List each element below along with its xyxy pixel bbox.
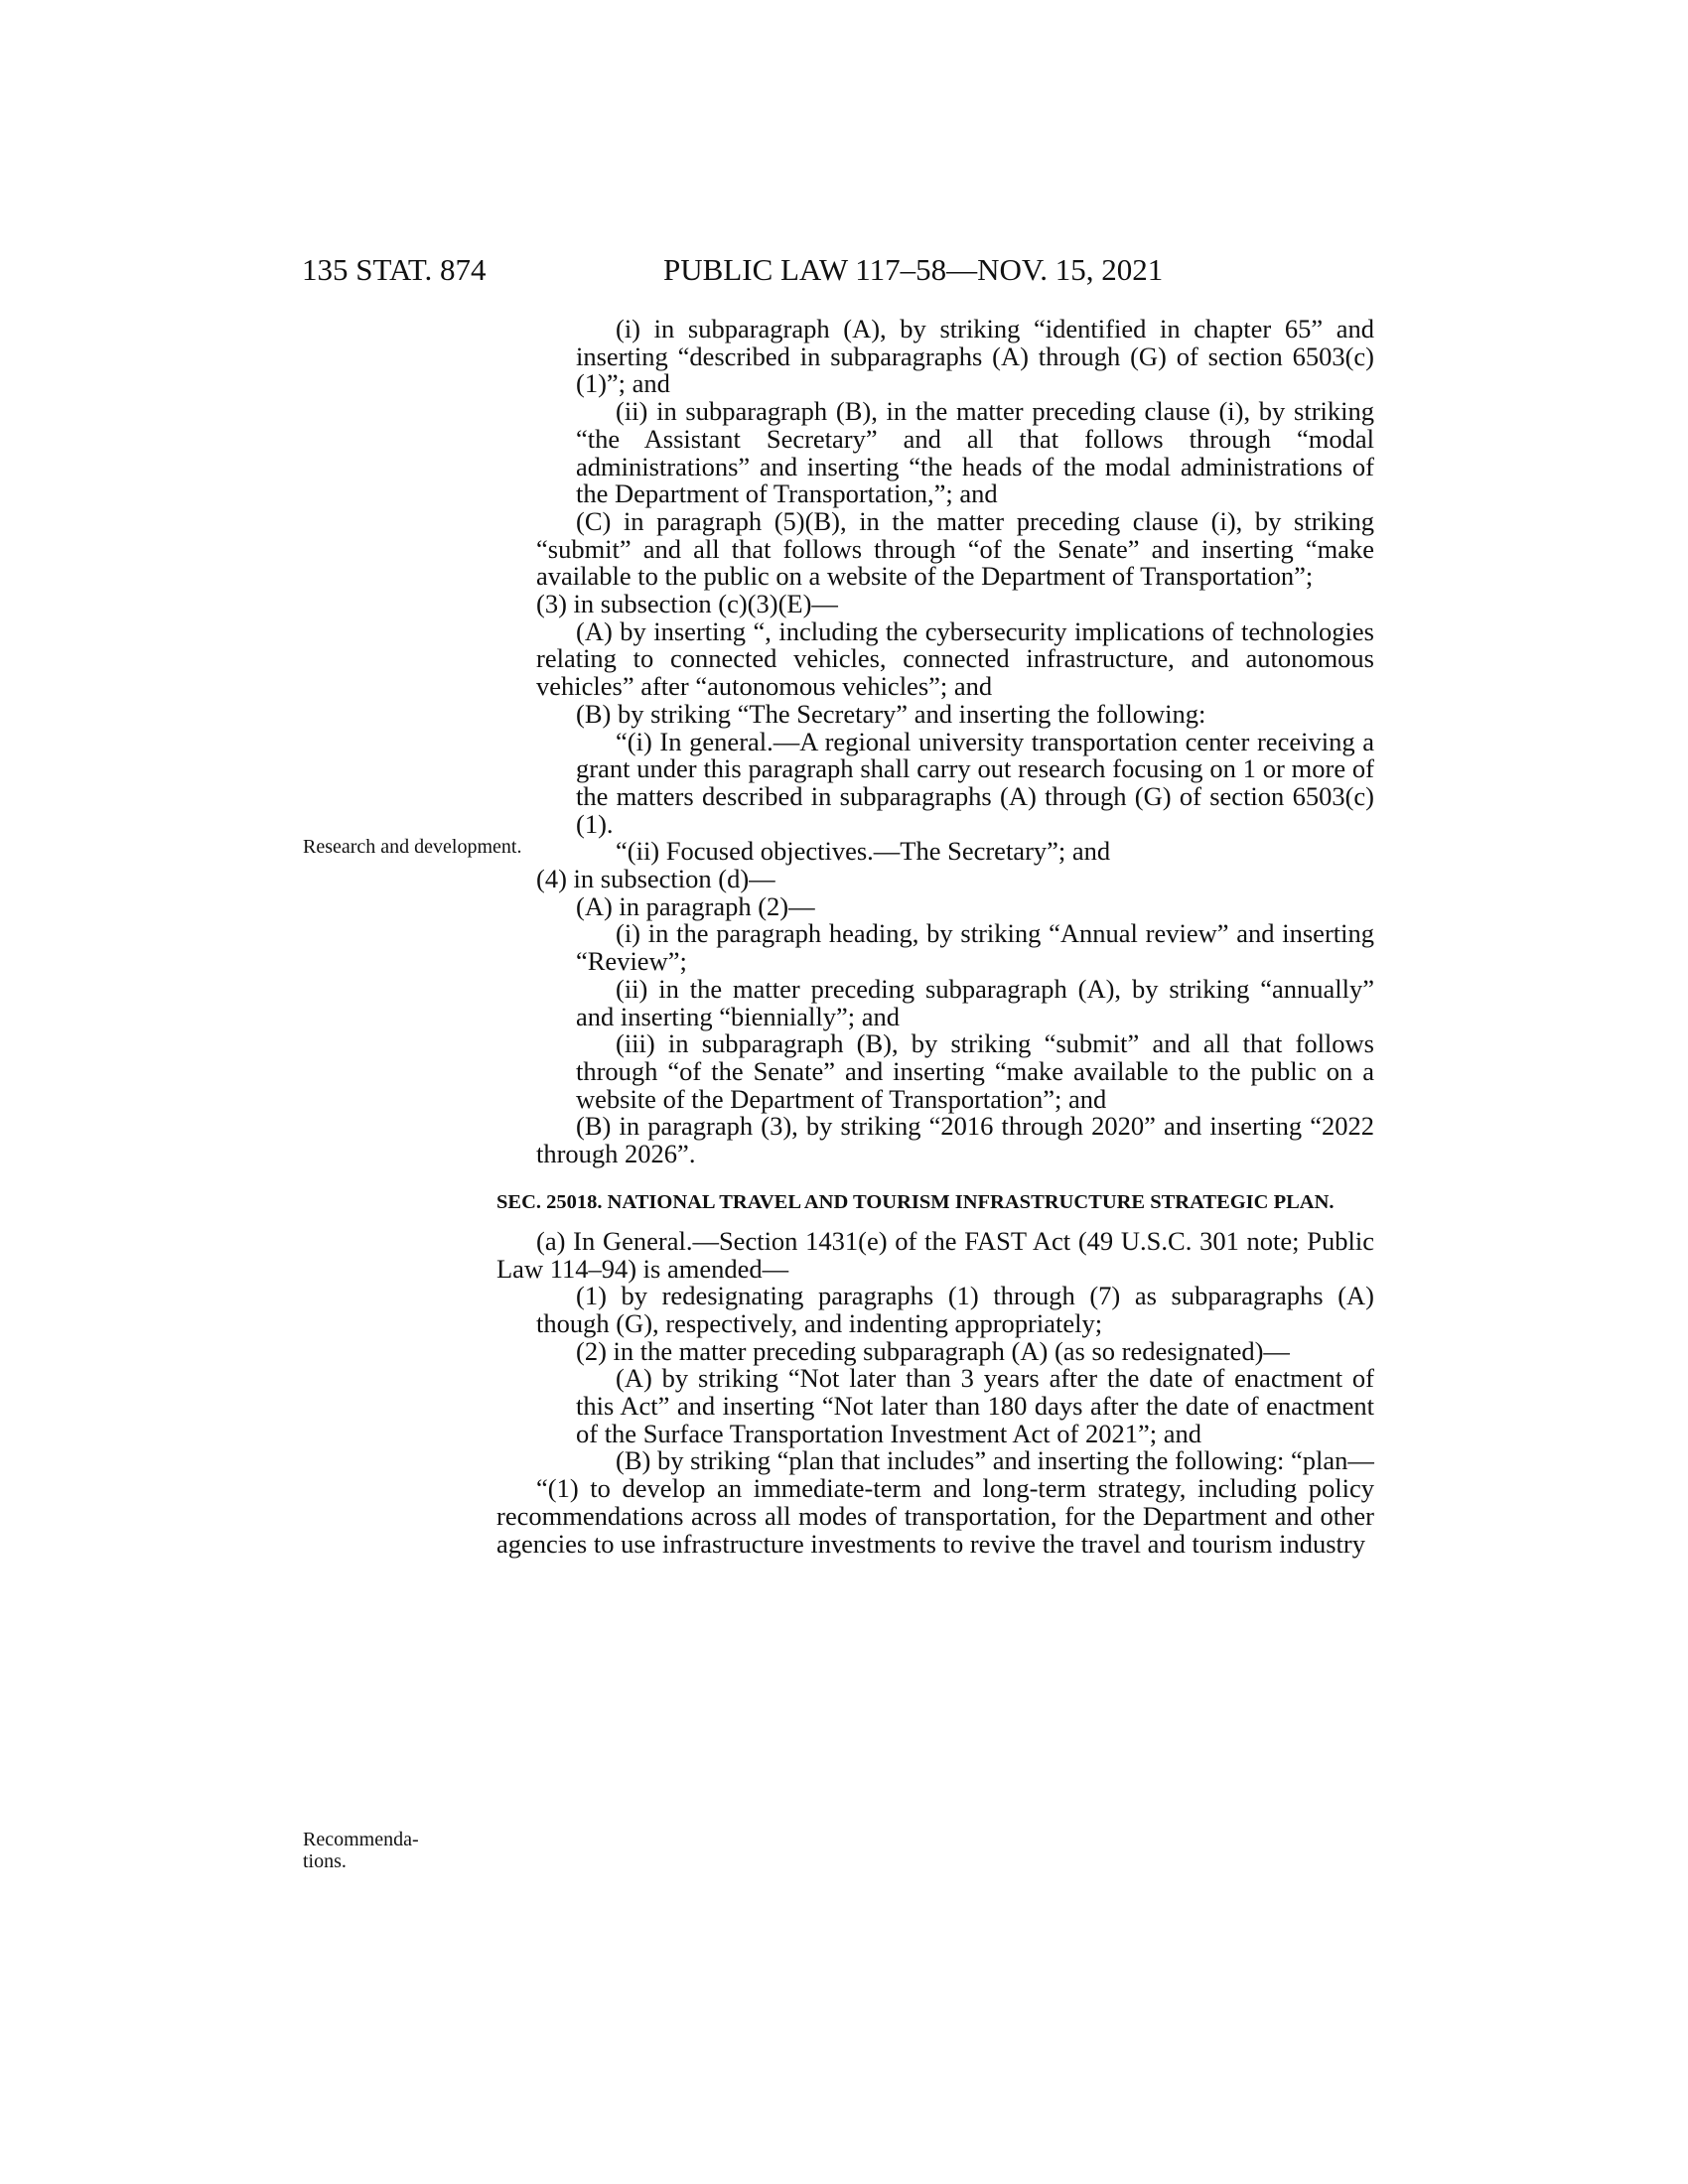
- margin-note-recommendations: [303, 1829, 442, 1872]
- paragraph: (2) in the matter preceding subparagraph (A) (as so redesignated)—: [576, 1335, 1290, 1366]
- margin-note-research: [303, 836, 521, 858]
- paragraph: (B) by striking “The Secretary” and inserting the following:: [576, 698, 1206, 729]
- paragraph: (B) in paragraph (3), by striking “2016 through 2020” and inserting “2022 through 2026”.: [536, 1111, 1374, 1169]
- section-heading: SEC. 25018. NATIONAL TRAVEL AND TOURISM INFRASTRUCTURE STRATEGIC PLAN.: [496, 1190, 1335, 1213]
- paragraph: (i) in subparagraph (A), by striking “identified in chapter 65” and inserting “described in subparagraphs (A) through (G) of section 6503(c)(1)”; and: [576, 314, 1374, 399]
- paragraph: (i) in the paragraph heading, by striking “Annual review” and inserting “Review”;: [576, 918, 1374, 977]
- paragraph: (A) in paragraph (2)—: [576, 890, 815, 921]
- paragraph: (iii) in subparagraph (B), by striking “submit” and all that follows through “of the Senate” and inserting “make available to the public on a website of the Department of Transportation”; and: [576, 1028, 1374, 1114]
- page-header: [302, 252, 1374, 292]
- paragraph: (C) in paragraph (5)(B), in the matter preceding clause (i), by striking “submit” and all that follows through “of the Senate” and inserting “make available to the public on a website of the Department of Transportation”;: [536, 505, 1374, 592]
- paragraph: (ii) in subparagraph (B), in the matter preceding clause (i), by striking “the Assistant Secretary” and all that follows through “modal administrations” and inserting “the heads of the modal administrations of the Department of Transportation,”; and: [576, 396, 1374, 509]
- margin-note-text: Recommenda-tions.: [303, 1829, 419, 1872]
- paragraph: (A) by inserting “, including the cybersecurity implications of technologies relating to connected vehicles, connected infrastructure, and autonomous vehicles” after “autonomous vehicles”; and: [536, 615, 1374, 702]
- public-law-citation: PUBLIC LAW 117–58—NOV. 15, 2021: [663, 252, 1164, 287]
- paragraph: (B) by striking “plan that includes” and inserting the following: “plan—: [616, 1445, 1374, 1476]
- paragraph: “(1) to develop an immediate-term and long-term strategy, including policy recommendations across all modes of transportation, for the Department and other agencies to use infrastructure investments to revive the travel and tourism industry: [496, 1473, 1374, 1559]
- paragraph: “(i) In general.—A regional university transportation center receiving a grant under this paragraph shall carry out research focusing on 1 or more of the matters described in subparagraphs (A) through (G) of section 6503(c)(1).: [576, 726, 1374, 839]
- paragraph: (a) In General.—Section 1431(e) of the FAST Act (49 U.S.C. 301 note; Public Law 114–94) is amended—: [496, 1225, 1374, 1284]
- paragraph: (3) in subsection (c)(3)(E)—: [536, 589, 838, 619]
- margin-note-text: Research and development.: [303, 836, 522, 858]
- paragraph: (1) by redesignating paragraphs (1) through (7) as subparagraphs (A) though (G), respectively, and indenting appropriately;: [536, 1281, 1374, 1338]
- paragraph: “(ii) Focused objectives.—The Secretary”; and: [616, 836, 1111, 867]
- paragraph: (A) by striking “Not later than 3 years after the date of enactment of this Act” and inserting “Not later than 180 days after the date of enactment of the Surface Transportation Investment Act of 2021”; and: [576, 1363, 1374, 1448]
- document-body: [496, 316, 1374, 1558]
- paragraph: (4) in subsection (d)—: [536, 864, 775, 894]
- stat-page-number: 135 STAT. 874: [302, 252, 487, 287]
- paragraph: (ii) in the matter preceding subparagraph (A), by striking “annually” and inserting “biennially”; and: [576, 973, 1374, 1031]
